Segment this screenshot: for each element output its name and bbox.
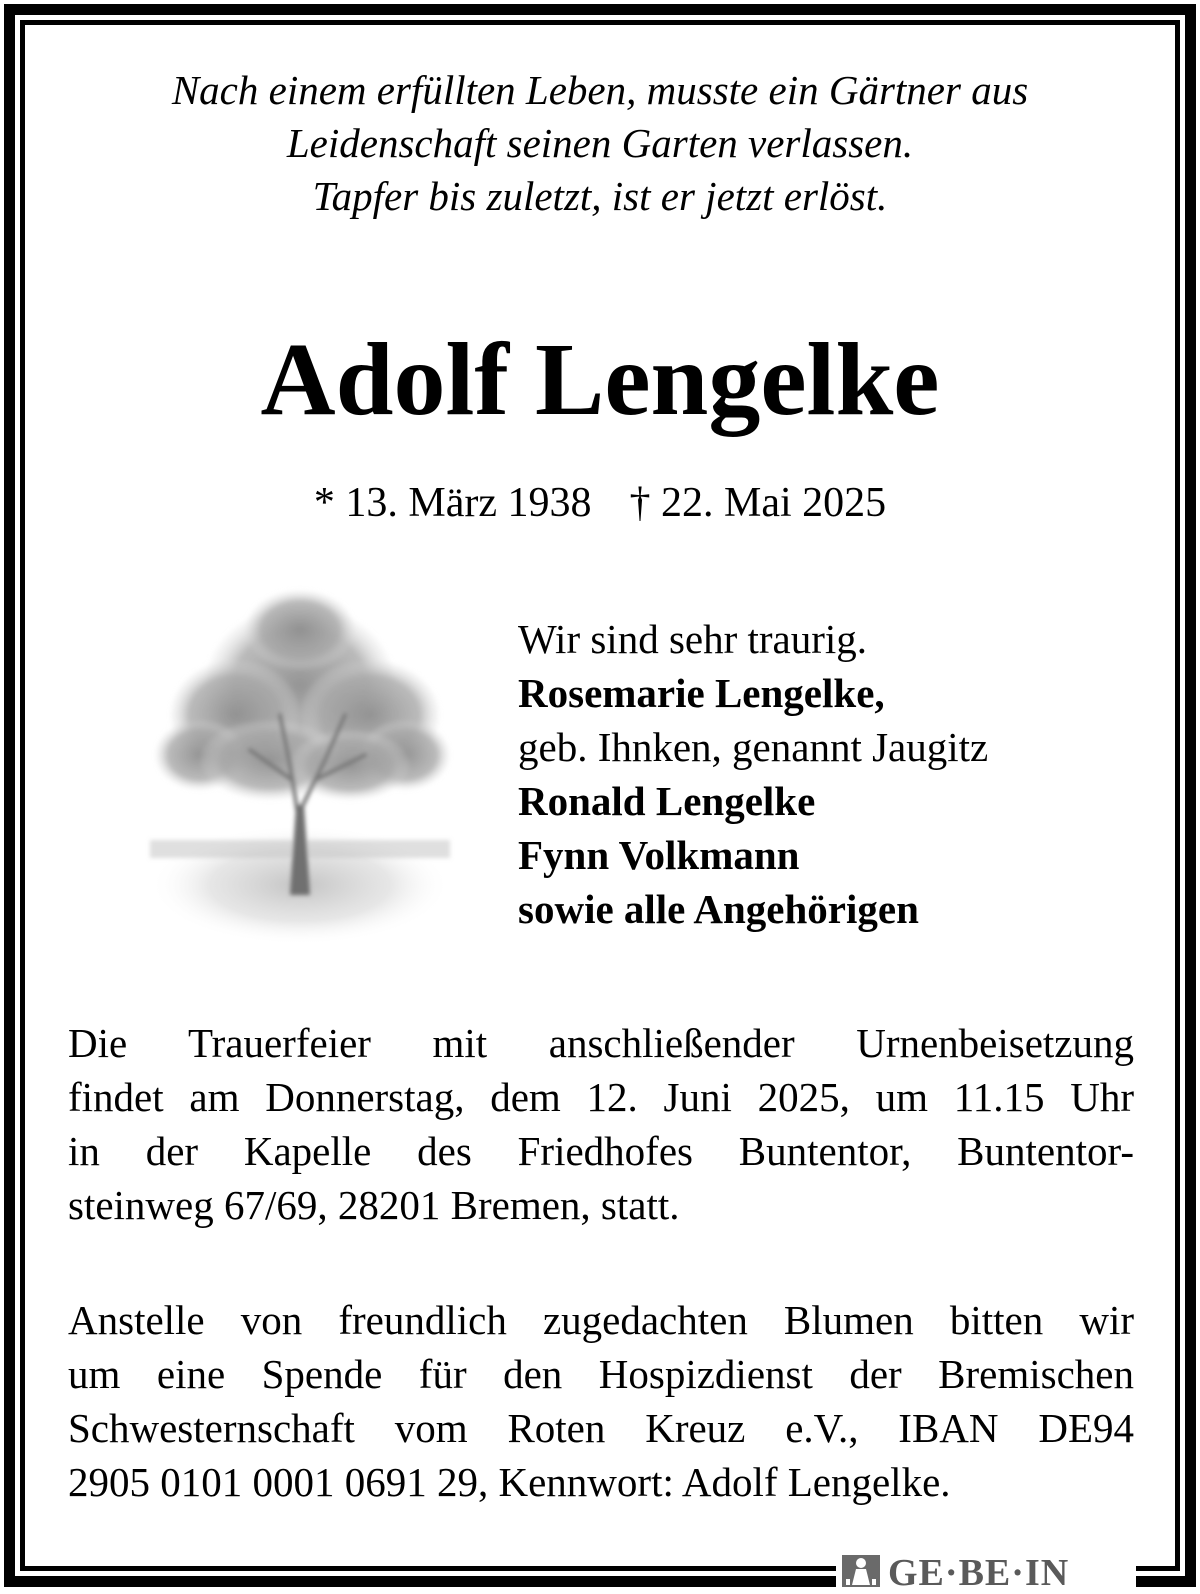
- mourners-intro: Wir sind sehr traurig.: [518, 616, 868, 662]
- motto-line-2: Leidenschaft seinen Garten verlassen.: [286, 120, 914, 166]
- logo-text: GE·BE·IN: [888, 1552, 1070, 1594]
- service-line: findet am Donnerstag, dem 12. Juni 2025, um 11.15 Uhr: [68, 1074, 1134, 1120]
- mourner-note: geb. Ihnken, genannt Jaugitz: [518, 724, 989, 770]
- service-line: steinweg 67/69, 28201 Bremen, statt.: [68, 1182, 680, 1228]
- mourner-name: Ronald Lengelke: [518, 778, 816, 824]
- life-dates: [0, 477, 1200, 529]
- gebein-logo: [836, 1552, 1136, 1594]
- donation-line: 2905 0101 0001 0691 29, Kennwort: Adolf Lengelke.: [68, 1459, 951, 1505]
- birth-date: * 13. März 1938: [313, 480, 592, 526]
- service-line: in der Kapelle des Friedhofes Buntentor, Buntentor-: [68, 1128, 1134, 1174]
- mourners-block: [518, 612, 988, 936]
- mourner-name: sowie alle Angehörigen: [518, 886, 919, 932]
- death-date: † 22. Mai 2025: [629, 480, 887, 526]
- deceased-name: Adolf Lengelke: [260, 322, 940, 437]
- tree-icon: [140, 585, 460, 955]
- motto: [0, 64, 1200, 223]
- donation-line: um eine Spende für den Hospizdienst der Bremischen: [68, 1351, 1134, 1397]
- service-line: Die Trauerfeier mit anschließender Urnenbeisetzung: [68, 1020, 1134, 1066]
- motto-line-3: Tapfer bis zuletzt, ist er jetzt erlöst.: [312, 173, 888, 219]
- mourner-name: Rosemarie Lengelke,: [518, 670, 885, 716]
- motto-line-1: Nach einem erfüllten Leben, musste ein Gärtner aus: [171, 67, 1029, 113]
- mourner-icon: [842, 1555, 880, 1592]
- donation-line: Schwesternschaft vom Roten Kreuz e.V., IBAN DE94: [68, 1405, 1134, 1451]
- mourner-name: Fynn Volkmann: [518, 832, 800, 878]
- donation-line: Anstelle von freundlich zugedachten Blumen bitten wir: [68, 1297, 1134, 1343]
- donation-paragraph: [68, 1293, 1134, 1509]
- service-paragraph: [68, 1016, 1134, 1232]
